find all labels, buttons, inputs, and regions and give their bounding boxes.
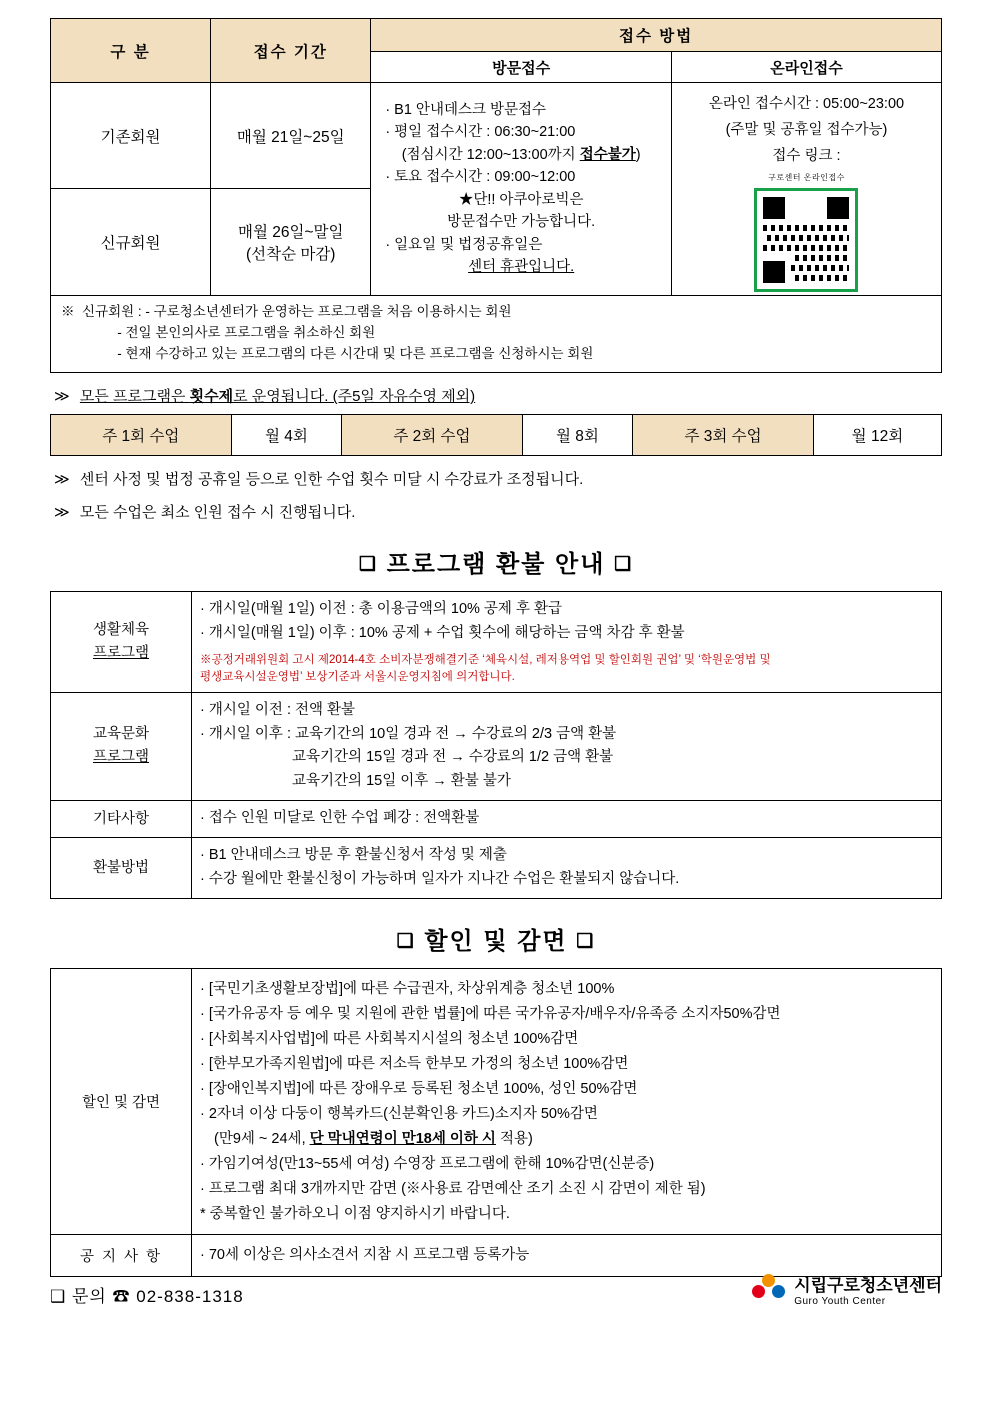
refund-content-method <box>192 838 942 899</box>
red-note-line-1: ※공정거래위원회 고시 제2014-4호 소비자분쟁해결기준 ‘체육시설, 레저용역업 및 할인회원 권업’ 및 ‘학원운영법 및 <box>200 654 771 667</box>
table-row <box>51 969 942 1235</box>
count-value-3: 월 12회 <box>813 415 941 456</box>
qr-code-icon[interactable] <box>754 188 858 292</box>
notice-label: 공 지 사 항 <box>51 1235 192 1277</box>
discount-item-7: · 가임기여성(만13~55세 여성) 수영장 프로그램에 한해 10%감면(신분증) <box>200 1155 655 1172</box>
discount-title-text: 할인 및 감면 <box>424 928 568 956</box>
visit-line-4: · 토요 접수시간 : 09:00~12:00 <box>385 169 576 186</box>
discount-item-6-sub: (만9세 ~ 24세, 단 막내연령이 만18세 이하 시 적용) <box>214 1130 533 1147</box>
online-line-3: 접수 링크 : <box>772 148 841 165</box>
visit-line-8: 센터 휴관입니다. <box>468 259 575 276</box>
subheader-visit: 방문접수 <box>371 52 672 83</box>
registration-table <box>50 18 942 296</box>
red-note-line-2: 평생교육시설운영법’ 보상기준과 서울시운영지침에 의거합니다. <box>200 670 515 683</box>
refund-sports-line-1: · 개시일(매월 1일) 이전 : 총 이용금액의 10% 공제 후 환급 <box>200 601 563 618</box>
refund-content-sports <box>192 592 942 692</box>
table-row <box>51 592 942 692</box>
online-method-cell <box>671 83 941 296</box>
subheader-online: 온라인접수 <box>671 52 941 83</box>
refund-label-sports-l2: 프로그램 <box>92 645 150 662</box>
discount-item-1: · [국민기초생활보장법]에 따른 수급권자, 차상위계층 청소년 100% <box>200 981 615 998</box>
count-value-1: 월 4회 <box>231 415 341 456</box>
logo-text <box>794 1271 942 1307</box>
discount-item-4: · [한부모가족지원법]에 따른 저소득 한부모 가정의 청소년 100%감면 <box>200 1055 629 1072</box>
logo-name-en: Guro Youth Center <box>794 1296 886 1307</box>
header-method: 접수 방법 <box>371 19 942 52</box>
note-line-3: - 현재 수강하고 있는 프로그램의 다른 시간대 및 다른 프로그램을 신청하시는 회원 <box>61 345 594 361</box>
refund-label-method: 환불방법 <box>51 838 192 899</box>
bullet-adjustment-text: 센터 사정 및 법정 공휴일 등으로 인한 수업 횟수 미달 시 수강료가 조정됩니다. <box>79 471 584 489</box>
visit-line-3: (점심시간 12:00~13:00까지 접수불가) <box>401 146 641 163</box>
refund-content-etc: · 접수 인원 미달로 인한 수업 폐강 : 전액환불 <box>192 801 942 838</box>
square-icon: ❑ <box>576 931 596 953</box>
table-row <box>51 838 942 899</box>
bullet-minimum-text: 모든 수업은 최소 인원 접수 시 진행됩니다. <box>79 504 356 522</box>
period-new-line1: 매월 26일~말일 <box>237 224 344 241</box>
refund-sports-line-2: · 개시일(매월 1일) 이후 : 10% 공제 + 수업 횟수에 해당하는 금액 차감 후 환불 <box>200 625 685 642</box>
square-icon: ❑ <box>50 1287 67 1306</box>
square-icon: ❑ <box>614 554 634 576</box>
bullet-adjustment <box>54 468 942 489</box>
visit-line-6: 방문접수만 가능합니다. <box>447 214 596 231</box>
discount-item-6: · 2자녀 이상 다둥이 행복카드(신분확인용 카드)소지자 50%감면 <box>200 1105 598 1122</box>
refund-sports-red-note <box>200 652 933 685</box>
refund-edu-line-2: · 개시일 이후 : 교육기간의 10일 경과 전 → 수강료의 2/3 금액 환불 <box>200 725 617 742</box>
contact-text: 문의 ☎ 02-838-1318 <box>71 1287 244 1306</box>
square-icon: ❑ <box>396 931 416 953</box>
refund-method-line-1: · B1 안내데스크 방문 후 환불신청서 작성 및 제출 <box>200 847 507 864</box>
discount-item-9: * 중복할인 불가하오니 이점 양지하시기 바랍니다. <box>200 1205 510 1222</box>
header-division: 구 분 <box>51 19 211 83</box>
refund-label-education-l2: 프로그램 <box>92 749 150 766</box>
refund-label-sports <box>51 592 192 692</box>
visit-line-5: ★단!! 아쿠아로빅은 <box>458 191 584 208</box>
table-header-row <box>51 19 942 52</box>
discount-label: 할인 및 감면 <box>51 969 192 1235</box>
visit-line-2: · 평일 접수시간 : 06:30~21:00 <box>385 124 576 141</box>
note-line-1: ※ 신규회원 : - 구로청소년센터가 운영하는 프로그램을 처음 이용하시는 회원 <box>61 303 512 319</box>
logo-mark-icon <box>752 1274 786 1304</box>
online-line-1: 온라인 접수시간 : 05:00~23:00 <box>708 96 905 112</box>
chevron-icon: ≫ <box>54 471 70 489</box>
refund-edu-line-4: 교육기간의 15일 이후 → 환불 불가 <box>292 773 511 790</box>
qr-caption: 구로센터 온라인접수 <box>768 173 845 183</box>
count-value-2: 월 8회 <box>522 415 632 456</box>
discount-content <box>192 969 942 1235</box>
discount-table <box>50 968 942 1277</box>
bullet-frequency <box>54 385 942 406</box>
count-label-1: 주 1회 수업 <box>51 415 232 456</box>
notice-content: · 70세 이상은 의사소견서 지참 시 프로그램 등록가능 <box>192 1235 942 1277</box>
member-type-existing: 기존회원 <box>51 83 211 189</box>
lesson-count-table <box>50 414 942 456</box>
chevron-icon: ≫ <box>54 388 70 406</box>
square-icon: ❑ <box>358 554 378 576</box>
document-footer <box>50 1271 942 1307</box>
table-row-existing-member <box>51 83 942 189</box>
discount-item-3: · [사회복지사업법]에 따른 사회복지시설의 청소년 100%감면 <box>200 1030 579 1047</box>
online-line-2: (주말 및 공휴일 접수가능) <box>725 122 888 139</box>
logo-name-ko: 시립구로청소년센터 <box>794 1276 942 1295</box>
header-period: 접수 기간 <box>211 19 371 83</box>
member-type-new: 신규회원 <box>51 189 211 295</box>
refund-label-sports-l1: 생활체육 <box>92 621 150 638</box>
discount-item-5: · [장애인복지법]에 따른 장애우로 등록된 청소년 100%, 성인 50%감면 <box>200 1080 638 1097</box>
organization-logo <box>752 1271 942 1307</box>
refund-label-education <box>51 692 192 801</box>
note-line-2: - 전일 본인의사로 프로그램을 취소하신 회원 <box>61 324 376 340</box>
refund-edu-line-1: · 개시일 이전 : 전액 환불 <box>200 701 356 718</box>
refund-section-title <box>50 544 942 579</box>
visit-line-1: · B1 안내데스크 방문접수 <box>385 101 547 118</box>
refund-label-etc: 기타사항 <box>51 801 192 838</box>
discount-section-title <box>50 921 942 956</box>
bullet-minimum <box>54 501 942 522</box>
refund-table <box>50 591 942 899</box>
qr-code-block[interactable] <box>677 171 936 291</box>
bullet-frequency-text: 모든 프로그램은 횟수제로 운영됩니다. (주5일 자유수영 제외) <box>79 388 476 406</box>
visit-method-cell <box>371 83 672 296</box>
count-label-2: 주 2회 수업 <box>342 415 523 456</box>
period-existing: 매월 21일~25일 <box>211 83 371 189</box>
visit-line-7: · 일요일 및 법정공휴일은 <box>385 236 543 253</box>
refund-method-line-2: · 수강 월에만 환불신청이 가능하며 일자가 지나간 수업은 환불되지 않습니다. <box>200 871 680 888</box>
contact-line <box>50 1282 244 1307</box>
refund-label-education-l1: 교육문화 <box>92 726 150 743</box>
table-row <box>51 801 942 838</box>
chevron-icon: ≫ <box>54 504 70 522</box>
discount-item-8: · 프로그램 최대 3개까지만 감면 (※사용료 감면예산 조기 소진 시 감면이 제한 됨) <box>200 1180 706 1197</box>
period-new <box>211 189 371 295</box>
table-row <box>51 415 942 456</box>
table-row <box>51 692 942 801</box>
refund-title-text: 프로그램 환불 안내 <box>386 551 606 579</box>
discount-item-2: · [국가유공자 등 예우 및 지원에 관한 법률]에 따른 국가유공자/배우자/유족증 소지자50%감면 <box>200 1006 781 1023</box>
new-member-notes <box>50 296 942 374</box>
refund-content-education <box>192 692 942 801</box>
count-label-3: 주 3회 수업 <box>633 415 814 456</box>
refund-edu-line-3: 교육기간의 15일 경과 전 → 수강료의 1/2 금액 환불 <box>292 749 614 766</box>
period-new-line2: (선착순 마감) <box>245 246 336 263</box>
